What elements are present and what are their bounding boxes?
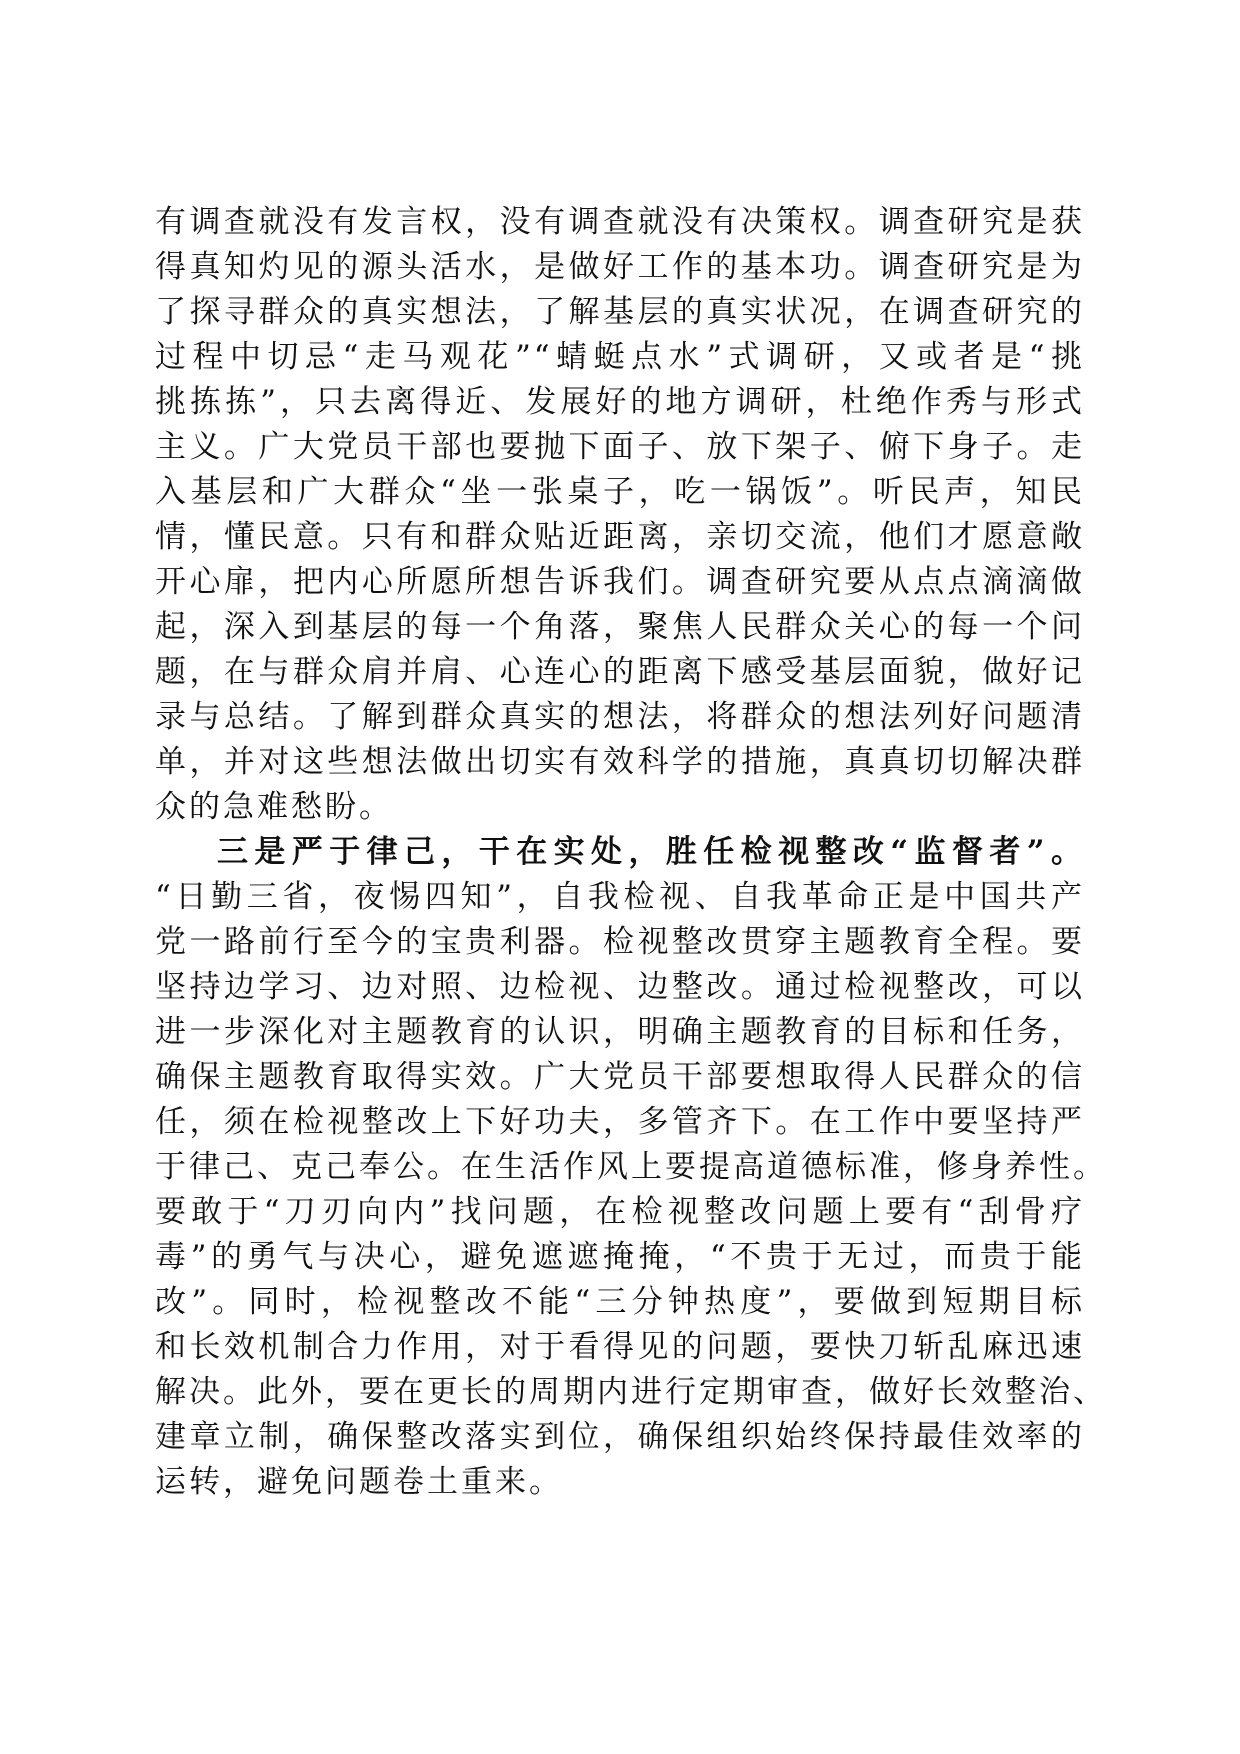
body-text: [155, 200, 1107, 1505]
text-line: 主义。广大党员干部也要抛下面子、放下架子、俯下身子。走: [155, 429, 1085, 465]
text-line: 录与总结。了解到群众真实的想法，将群众的想法列好问题清: [155, 699, 1085, 735]
text-line: 解决。此外，要在更长的周期内进行定期审查，做好长效整治、: [155, 1374, 1107, 1410]
text-line: 了探寻群众的真实想法，了解基层的真实状况，在调查研究的: [155, 294, 1085, 330]
text-line: 进一步深化对主题教育的认识，明确主题教育的目标和任务，: [155, 1014, 1085, 1050]
text-line: “日勤三省，夜惕四知”，自我检视、自我革命正是中国共产: [155, 879, 1085, 915]
text-line: 入基层和广大群众“坐一张桌子，吃一锅饭”。听民声，知民: [155, 474, 1085, 510]
text-line: 毒”的勇气与决心，避免遮遮掩掩，“不贵于无过，而贵于能: [155, 1239, 1085, 1275]
text-line: 运转，避免问题卷土重来。: [155, 1464, 563, 1500]
text-line: 和长效机制合力作用，对于看得见的问题，要快刀斩乱麻迅速: [155, 1329, 1085, 1365]
text-line: 有调查就没有发言权，没有调查就没有决策权。调查研究是获: [155, 204, 1085, 240]
text-line: 党一路前行至今的宝贵利器。检视整改贯穿主题教育全程。要: [155, 924, 1085, 960]
text-line: 开心扉，把内心所愿所想告诉我们。调查研究要从点点滴滴做: [155, 564, 1085, 600]
text-line: 过程中切忌“走马观花”“蜻蜓点水”式调研，又或者是“挑: [155, 339, 1085, 375]
text-line: 挑拣拣”，只去离得近、发展好的地方调研，杜绝作秀与形式: [155, 384, 1085, 420]
text-line: 坚持边学习、边对照、边检视、边整改。通过检视整改，可以: [155, 969, 1085, 1005]
text-line: 起，深入到基层的每一个角落，聚焦人民群众关心的每一个问: [155, 609, 1085, 645]
section-heading: 三是严于律己，干在实处，胜任检视整改“监督者”。: [217, 834, 1085, 870]
text-line: 单，并对这些想法做出切实有效科学的措施，真真切切解决群: [155, 744, 1085, 780]
text-line: 题，在与群众肩并肩、心连心的距离下感受基层面貌，做好记: [155, 654, 1085, 690]
text-line: 改”。同时，检视整改不能“三分钟热度”，要做到短期目标: [155, 1284, 1085, 1320]
text-line: 建章立制，确保整改落实到位，确保组织始终保持最佳效率的: [155, 1419, 1085, 1455]
text-line: 于律己、克己奉公。在生活作风上要提高道德标准，修身养性。: [155, 1149, 1107, 1185]
text-line: 要敢于“刀刃向内”找问题，在检视整改问题上要有“刮骨疗: [155, 1194, 1085, 1230]
text-line: 众的急难愁盼。: [155, 789, 393, 825]
text-line: 得真知灼见的源头活水，是做好工作的基本功。调查研究是为: [155, 249, 1085, 285]
text-line: 任，须在检视整改上下好功夫，多管齐下。在工作中要坚持严: [155, 1104, 1085, 1140]
text-line: 确保主题教育取得实效。广大党员干部要想取得人民群众的信: [155, 1059, 1085, 1095]
text-line: 情，懂民意。只有和群众贴近距离，亲切交流，他们才愿意敞: [155, 519, 1085, 555]
